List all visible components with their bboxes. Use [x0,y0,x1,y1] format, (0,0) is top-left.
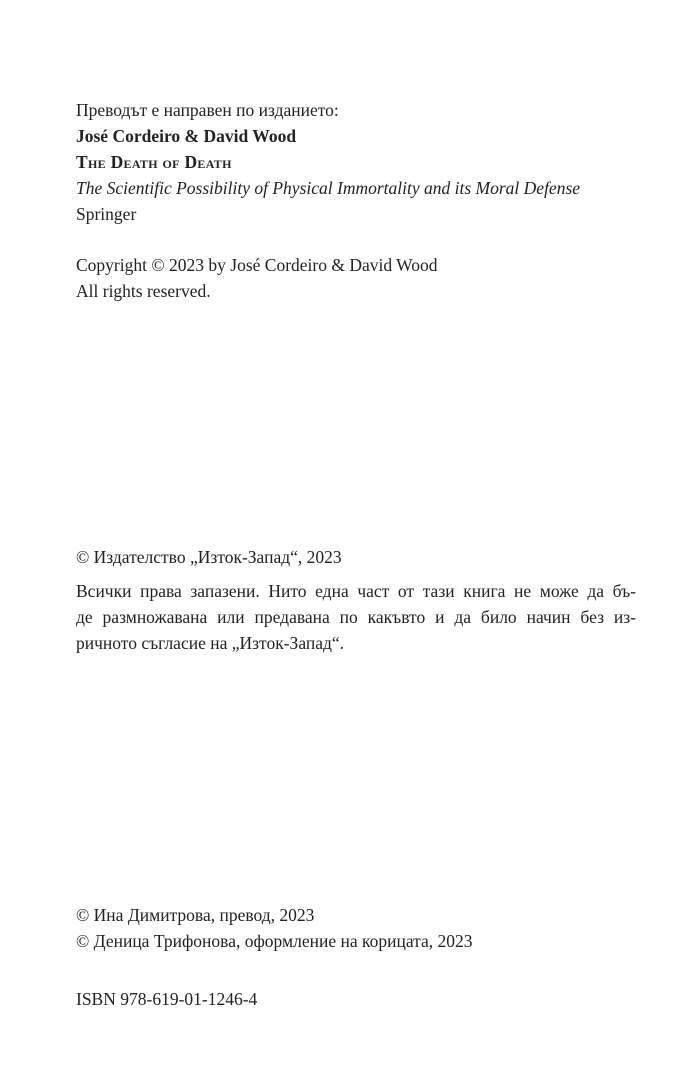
copyright-line: Copyright © 2023 by José Cordeiro & David Wood [76,255,438,275]
original-copyright [76,252,636,304]
cover-design-credit: © Деница Трифонова, оформление на корицата, 2023 [76,931,473,951]
rights-line-2: де размножавана или предавана по какъвто и да било начин без из- [76,607,636,627]
rights-line-3: ричното съгласие на „Изток-Запад“. [76,633,345,653]
translation-source-intro: Преводът е направен по изданието: [76,100,339,120]
translator-credit: © Ина Димитрова, превод, 2023 [76,905,315,925]
original-subtitle: The Scientific Possibility of Physical Immortality and its Moral Defense [76,178,581,198]
all-rights-reserved: All rights reserved. [76,281,211,301]
original-publisher: Springer [76,204,137,224]
rights-line-1: Всички права запазени. Нито една част от тази книга не може да бъ- [76,581,636,601]
original-title: The Death of Death [76,152,232,172]
isbn: ISBN 978-619-01-1246-4 [76,989,258,1009]
original-authors: José Cordeiro & David Wood [76,126,297,146]
isbn-info [76,986,636,1012]
credits [76,902,636,954]
publisher-copyright-line: © Издателство „Изток-Запад“, 2023 [76,547,342,567]
publisher-notice [76,544,636,656]
rights-paragraph [76,578,636,656]
original-edition-info [76,97,636,227]
